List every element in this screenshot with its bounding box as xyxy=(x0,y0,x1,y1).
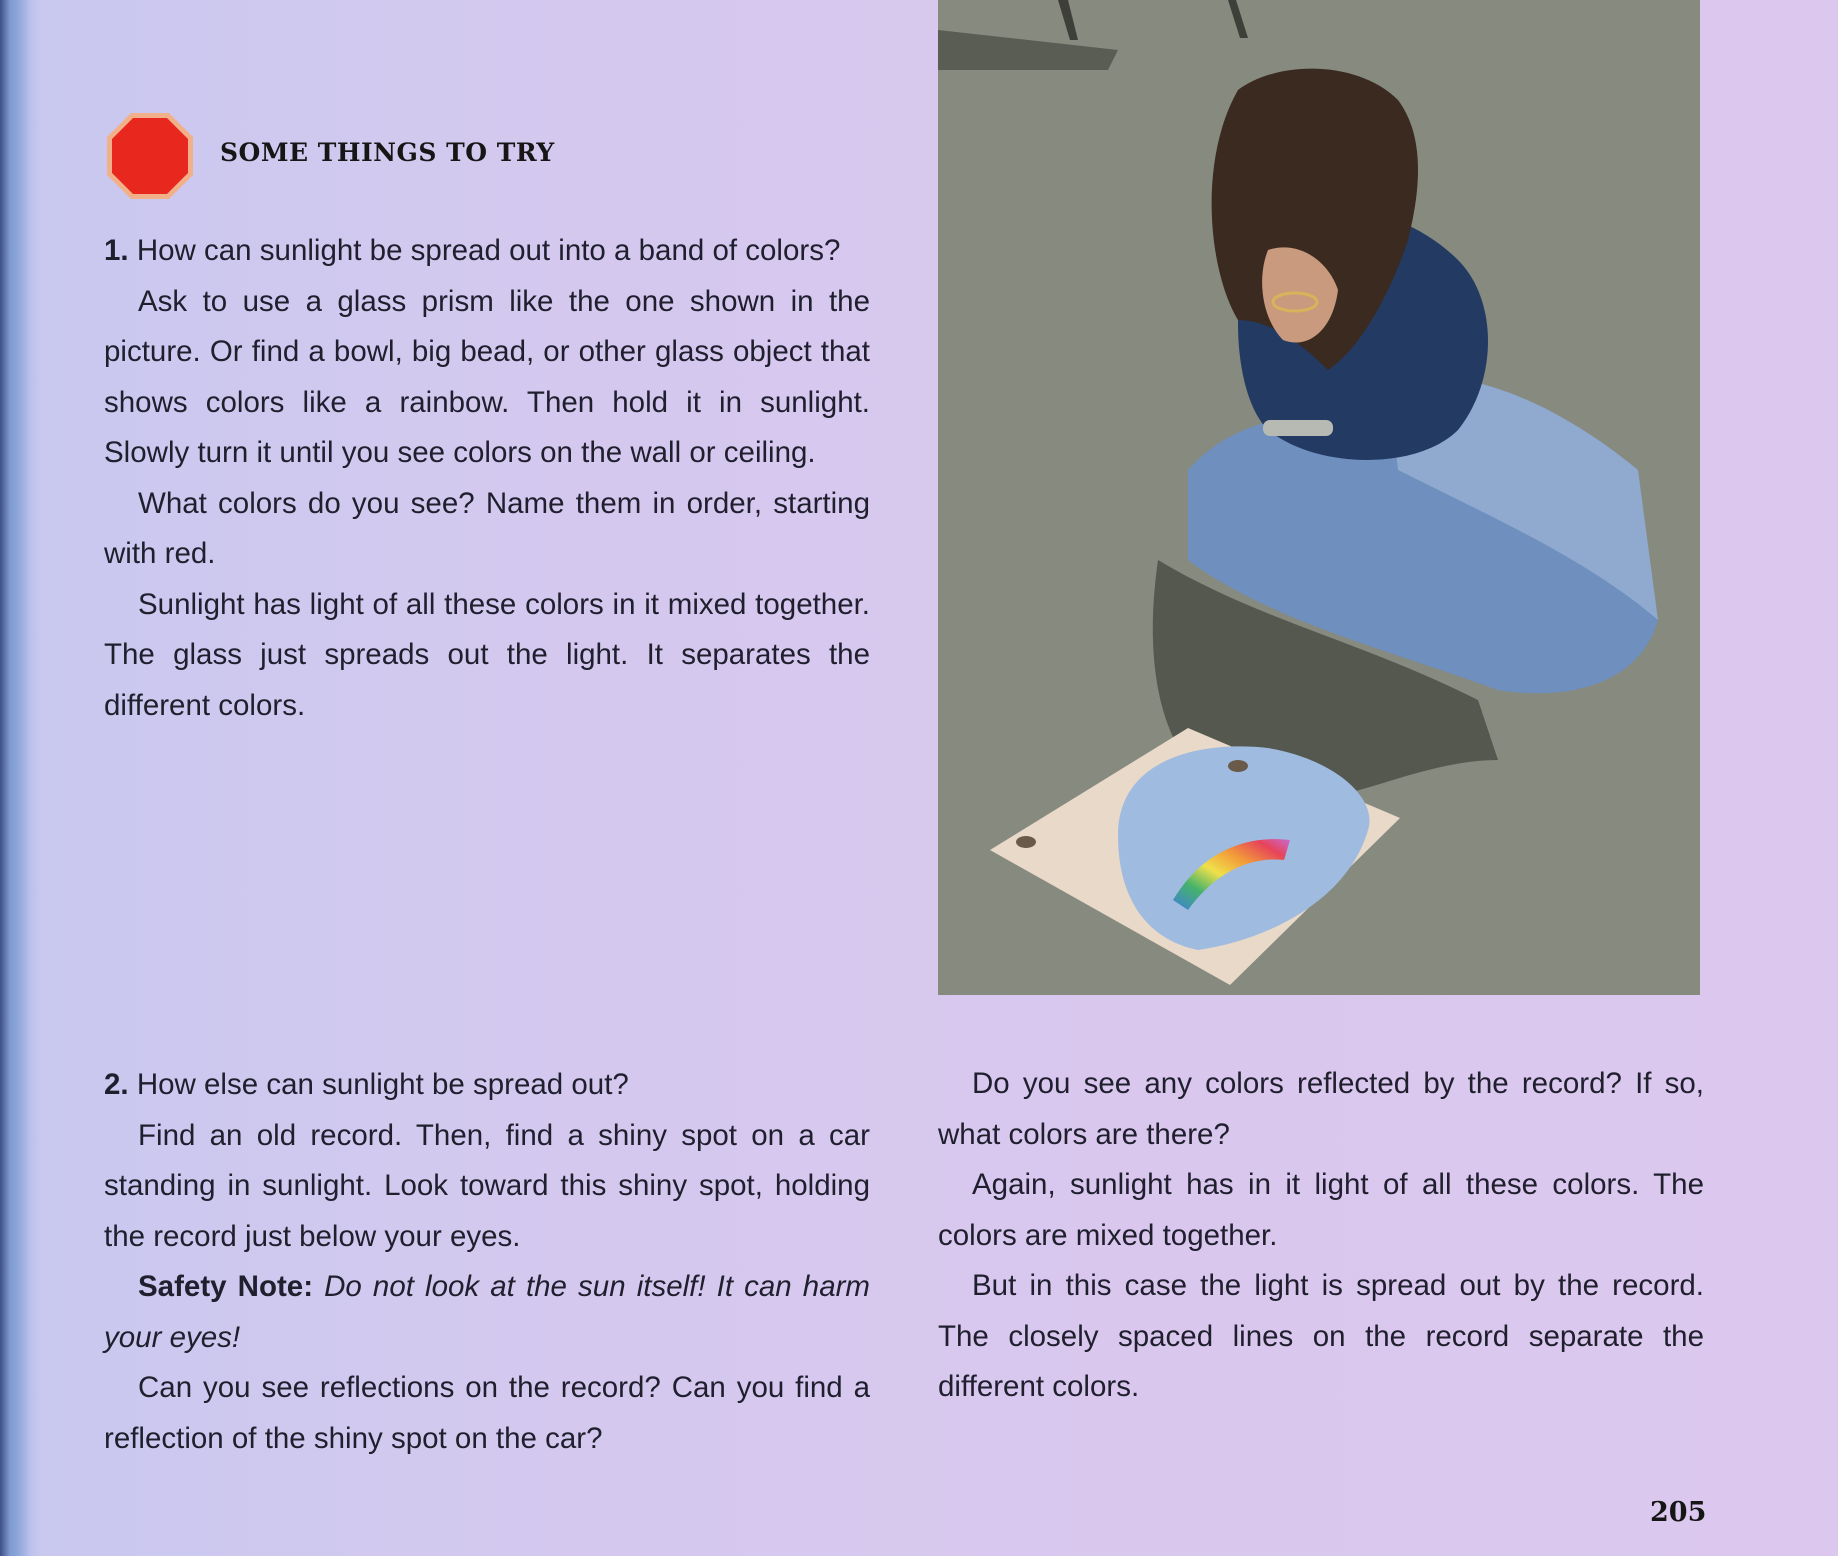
photo-illustration xyxy=(938,0,1700,995)
page-binding-shadow xyxy=(0,0,30,1556)
paragraph: Ask to use a glass prism like the one shown in the picture. Or find a bowl, big bead, or other glass object that shows colors like a rainbow. Then hold it in sunlight. Slowly turn it until you see colors on the wall or ceiling. xyxy=(104,284,870,469)
paragraph: Sunlight has light of all these colors in it mixed together. The glass just spreads out the light. It separates the different colors. xyxy=(104,587,870,722)
paragraph: Again, sunlight has in it light of all these colors. The colors are mixed together. xyxy=(938,1168,1704,1252)
section-2-right-text xyxy=(938,1059,1704,1413)
question-number: 1. xyxy=(104,234,129,267)
safety-note-text: Do not look at the sun itself! It can harm your eyes! xyxy=(104,1270,870,1354)
paragraph: Do you see any colors reflected by the record? If so, what colors are there? xyxy=(938,1067,1704,1151)
question-text: How can sunlight be spread out into a band of colors? xyxy=(136,234,841,267)
section-2-left-text xyxy=(104,1060,870,1464)
stop-sign-icon xyxy=(104,110,196,202)
paragraph: What colors do you see? Name them in order, starting with red. xyxy=(104,486,870,570)
paragraph: Can you see reflections on the record? Can you find a reflection of the shiny spot on the car? xyxy=(104,1371,870,1455)
question-1 xyxy=(104,226,870,277)
photo-girl-with-prism xyxy=(938,0,1700,995)
section-heading: SOME THINGS TO TRY xyxy=(220,138,555,167)
safety-note-label: Safety Note: xyxy=(138,1270,314,1303)
question-number: 2. xyxy=(104,1068,129,1101)
question-text: How else can sunlight be spread out? xyxy=(136,1068,629,1101)
page-number: 205 xyxy=(1650,1497,1707,1528)
paragraph: But in this case the light is spread out by the record. The closely spaced lines on the record separate the different colors. xyxy=(938,1269,1704,1403)
safety-note xyxy=(104,1262,870,1363)
section-1-text xyxy=(104,226,870,731)
paragraph: Find an old record. Then, find a shiny spot on a car standing in sunlight. Look toward this shiny spot, holding the record just below your eyes. xyxy=(104,1118,870,1253)
question-2 xyxy=(104,1060,870,1111)
